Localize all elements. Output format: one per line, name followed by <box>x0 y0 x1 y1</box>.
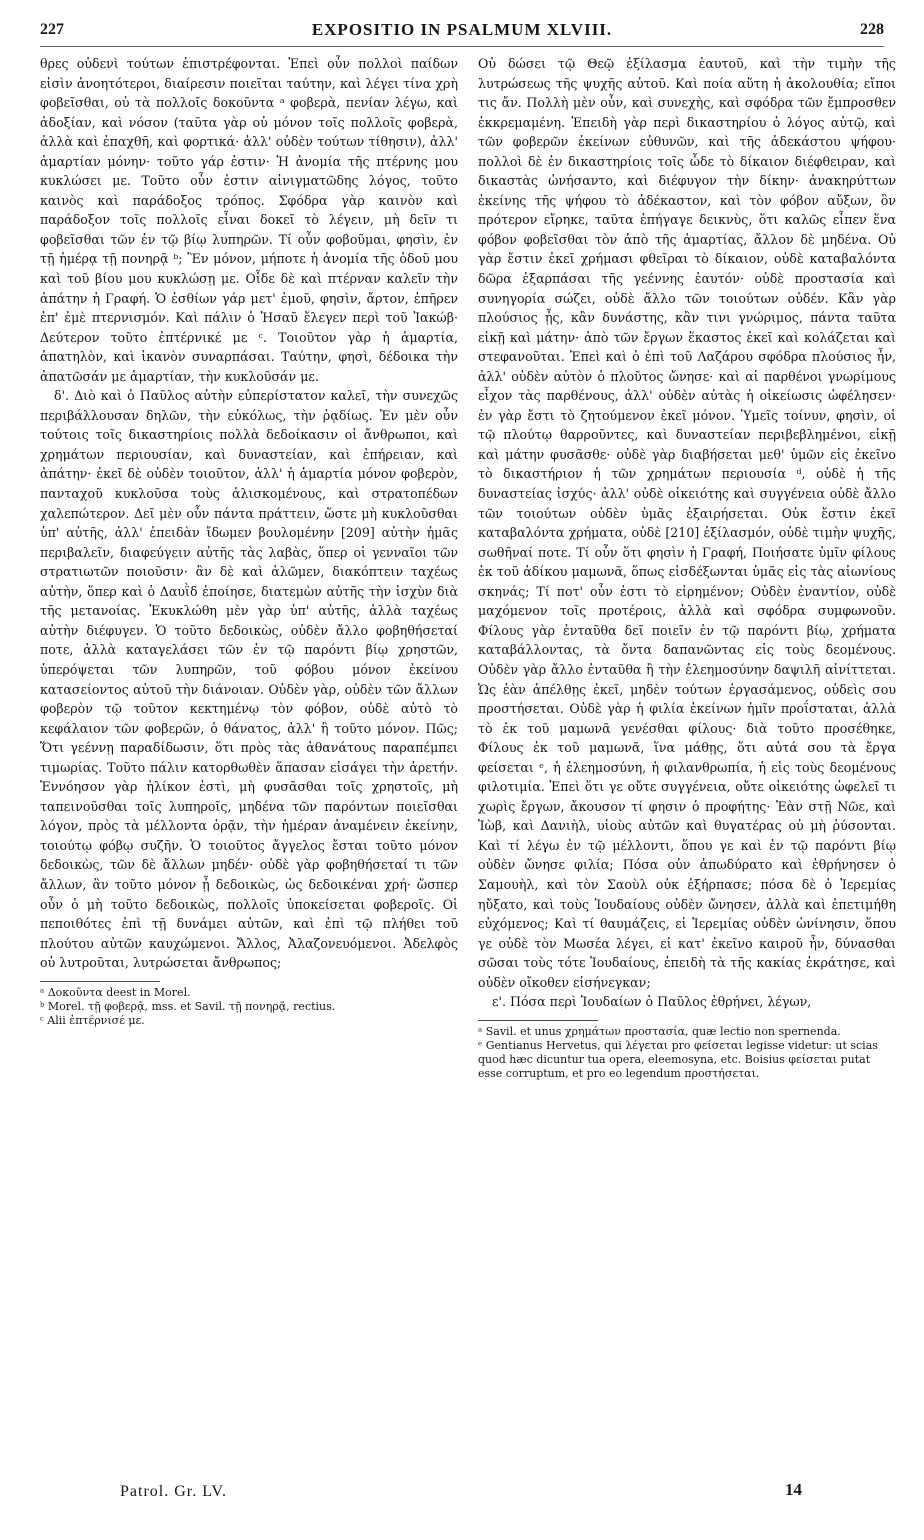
right-column <box>478 54 896 1081</box>
signature-mark: 14 <box>785 1480 802 1499</box>
right-footnotes <box>478 1025 896 1081</box>
left-paragraph-2: δ'. Διὸ καὶ ὁ Παῦλος αὐτὴν εὐπερίστατον καλεῖ, τὴν συνεχῶς περιβάλλουσαν δηλῶν, τὴν εὐκόλως, τὴν ῥᾳδίως. Ἐν μὲν οὖν τούτοις τοῖς δικαστηρίοις πολλὰ δεδοίκασιν οἱ ἄνθρωποι, καὶ χρημάτων περιουσίαν, καὶ δυναστείαν, καὶ ἐπήρειαν, καὶ ἀπάτην· ἐκεῖ δὲ οὐδὲν τοιοῦτον, ἀλλ' ἡ ἁμαρτία μόνον φοβερὸν, πανταχοῦ κυκλοῦσα τοὺς ἁλισκομένους, καὶ στρατοπέδων χαλεπώτερον. Δεῖ μὲν οὖν πάντα πράττειν, ὥστε μὴ κυκλοῦσθαι ὑπ' αὐτῆς, ἀλλ' ἐπειδὰν ἴδωμεν βουλομένην [209] αὐτὴν ἡμᾶς περιβαλεῖν, διαφεύγειν αὐτῆς τὰς λαβὰς, ὅπερ οἱ γενναῖοι τῶν στρατιωτῶν ποιοῦσιν· ἂν δὲ καὶ ἁλῶμεν, διακόπτειν ταχέως αὐτὴν, ὅπερ καὶ ὁ Δαυῒδ ἐποίησε, διατεμὼν αὐτῆς τὴν ἰσχὺν διὰ τῆς μετανοίας. Ἐκυκλώθη μὲν γὰρ ὑπ' αὐτῆς, ἀλλὰ ταχέως αὐτὴν διέφυγεν. Ὁ τοῦτο δεδοικὼς, οὐδὲν ἄλλο φοβηθήσεταί ποτε, ἀλλὰ καταγελάσει τῶν ἐν τῷ παρόντι βίῳ χρηστῶν, ὑπερόψεται τῶν λυπηρῶν, τοῦ φόβου μόνον ἐκείνου κατασείοντος αὐτοῦ τὴν διάνοιαν. Οὐδὲν γὰρ, οὐδὲν τῶν ἄλλων φοβερὸν τῷ τοῦτον κεκτημένῳ τὸν φόβον, οὐδὲ αὐτὸ τὸ κεφάλαιον τῶν φοβερῶν, ὁ θάνατος, ἀλλ' ἢ τοῦτο μόνον. Πῶς; Ὅτι γεέννῃ παραδίδωσιν, ὅτι πρὸς τὰς ἀθανάτους παραπέμπει τιμωρίας. Τοῦτο πάλιν κατορθωθὲν ἅπασαν εἰσάγει τὴν ἀρετήν. Ἐννόησον γὰρ ἡλίκον ἐστὶ, μὴ φυσᾶσθαι τοῖς χρηστοῖς, μὴ ταπεινοῦσθαι τοῖς λυπηροῖς, μηδένα τῶν παρόντων ποιεῖσθαι λόγον, πρὸς τὰ μέλλοντα ὁρᾷν, τὴν ἡμέραν ἀναμένειν ἐκείνην, τοιούτῳ φόβῳ συζῆν. Ὁ τοιοῦτος ἄγγελος ἔσται τοῦτο μόνον δεδοικὼς, τῶν δὲ ἄλλων μηδέν· οὐδὲ γὰρ φοβηθήσεταί τι τῶν ἄλλων, ἂν τοῦτο μόνον ᾖ δεδοικὼς, ὡς δεδοικέναι χρή· ὥσπερ οὖν ὁ μὴ τοῦτο δεδοικὼς, πολλοῖς ὑποκείσεται φοβεροῖς. Οἱ πεποιθότες ἐπὶ τῇ δυνάμει αὐτῶν, καὶ ἐπὶ τῷ πλήθει τοῦ πλούτου αὐτῶν καυχώμενοι. Ἄλλος, Ἀλαζονευόμενοι. Ἀδελφὸς οὐ λυτροῦται, λυτρώσεται ἄνθρωπος; <box>40 388 458 971</box>
footnote-c-left: ᶜ Alii ἐπτέρνισέ με. <box>40 1013 145 1027</box>
footnote-a-left: ᵃ Δοκοῦντα deest in Morel. <box>40 985 191 999</box>
footnote-b-left: ᵇ Morel. τῇ φοβερᾷ, mss. et Savil. τῇ πονηρᾷ, rectius. <box>40 999 336 1013</box>
page-number-left: 227 <box>40 21 64 38</box>
left-footnotes <box>40 986 458 1028</box>
running-header <box>40 14 884 47</box>
left-paragraph-1: θρες οὐδενὶ τούτων ἐπιστρέφονται. Ἐπεὶ οὖν πολλοὶ παίδων εἰσὶν ἀνοητότεροι, διαίρεσιν ποιεῖται ταύτην, καὶ λέγει τίνα χρὴ φοβεῖσθαι, οὐ τὰ πολλοῖς δοκοῦντα ᵃ φοβερὰ, πενίαν λέγω, καὶ ἀδοξίαν, καὶ νόσον (ταῦτα γὰρ οὐ μόνον τοῖς πολλοῖς φοβερὰ, ἀλλὰ καὶ ἐπαχθῆ, καὶ φορτικά· ἀλλ' οὐδὲν τούτων τίθησιν), ἀλλ' ἁμαρτίαν μόνην· τοῦτο γάρ ἐστιν· Ἡ ἀνομία τῆς πτέρνης μου κυκλώσει με. Τοῦτο οὖν ἐστιν αἰνιγματῶδης λόγος, τοῦτο καινὸς καὶ παράδοξος τρόπος. Σφόδρα γὰρ καινὸν καὶ παράδοξον τοῖς πολλοῖς εἶναι δοκεῖ τὸ λέγειν, μὴ δεῖν τι φοβεῖσθαι τῶν ἐν τῷ βίῳ λυπηρῶν. Τί οὖν φοβοῦμαι, φησὶν, ἐν τῇ ἡμέρᾳ τῇ πονηρᾷ ᵇ; Ἓν μόνον, μήποτε ἡ ἀνομία τῆς ὁδοῦ μου καὶ τοῦ βίου μου κυκλώσῃ με. Οἶδε δὲ καὶ πτέρναν καλεῖν τὴν ἀπάτην ἡ Γραφή. Ὁ ἐσθίων γάρ μετ' ἐμοῦ, φησὶν, ἄρτον, ἐπῆρεν ἐπ' ἐμὲ πτερνισμόν. Καὶ πάλιν ὁ Ἠσαῦ ἔλεγεν περὶ τοῦ Ἰακώβ· Δεύτερον τοῦτο ἐπτέρνικέ με ᶜ. Τοιοῦτον γὰρ ἡ ἁμαρτία, ἀπατηλὸν, καὶ ἱκανὸν συναρπάσαι. Ταύτην, φησὶ, δέδοικα τὴν ἀπατῶσάν με ἁμαρτίαν, τὴν κυκλοῦσάν με. <box>40 56 458 384</box>
footnote-e-right: ᵉ Gentianus Hervetus, qui λέγεται pro φείσεται legisse videtur: ut scias quod hæc dicuntur tua opera, eleemosyna, etc. Boisius φείσεται putat esse corruptum, et pro eo legendum προστήσεται. <box>478 1038 878 1080</box>
right-paragraph-2: ε'. Πόσα περὶ Ἰουδαίων ὁ Παῦλος ἐθρήνει, λέγων, <box>492 994 812 1010</box>
running-title: EXPOSITIO IN PSALMUM XLVIII. <box>311 20 613 39</box>
right-paragraph-1: Οὐ δώσει τῷ Θεῷ ἐξίλασμα ἑαυτοῦ, καὶ τὴν τιμὴν τῆς λυτρώσεως τῆς ψυχῆς αὐτοῦ. Καὶ ποία αὕτη ἡ ἀκολουθία; εἴποι τις ἄν. Πολλὴ μὲν οὖν, καὶ συνεχὴς, καὶ σφόδρα τῶν ἔμπροσθεν ἐκκρεμαμένη. Ἐπειδὴ γὰρ περὶ δικαστηρίου ὁ λόγος αὐτῷ, καὶ τῶν φοβερῶν ἐκείνων εὐθυνῶν, καὶ τῆς ἀδεκάστου ψήφου· πολλοὶ δὲ ἐν δικαστηρίοις τοῖς ὧδε τὸ δίκαιον διέφθειραν, καὶ δικαστὰς ὠνήσαντο, καὶ διέφυγον τὴν δίκην· ἀνακηρύττων ἐκείνης τῆς ψήφου τὸ ἀδέκαστον, καὶ τὸν φόβον αὔξων, ὃν πρότερον εἴρηκε, ταῦτα ἐπήγαγε δεικνὺς, ὅτι καλῶς εἶπεν ἕνα φόβον φοβεῖσθαι τὸν ἀπὸ τῆς ἁμαρτίας, ἄλλον δὲ μηδένα. Οὐ γὰρ ἔστιν ἐκεῖ χρήμασι φθεῖραι τὸ δίκαιον, οὐδὲ καταβαλόντα δῶρα ἐξαρπάσαι τῆς γεέννης ἑαυτόν· οὐδὲ προστασία καὶ συνηγορία σώζει, οὐδὲ ἄλλο τῶν τοιούτων οὐδέν. Κἂν γὰρ πλούσιος ᾖς, κἂν δυνάστης, κἂν τινι γνώριμος, πάντα ταῦτα εἰκῇ καὶ μάτην· ἀπὸ τῶν ἔργων ἕκαστος ἐκεῖ καὶ κολάζεται καὶ στεφανοῦται. Ἐπεὶ καὶ ὁ ἐπὶ τοῦ Λαζάρου σφόδρα πλούσιος ἦν, ἀλλ' οὐδὲν αὐτὸν ὁ πλοῦτος ὤνησε· καὶ αἱ παρθένοι γνωρίμους εἶχον τὰς παρθένους, ἀλλ' οὐδὲν αὐτὰς ἡ οἰκείωσις ὠφέλησεν· ἐν γὰρ ἔστι τὸ ζητούμενον ἐκεῖ μόνον. Ὑμεῖς τοίνυν, φησὶν, οἱ τῷ πλούτῳ θαρροῦντες, καὶ δυναστείαν περιβεβλημένοι, εἰκῇ καὶ μάτην φυσᾶσθε· οὐδὲ γὰρ διαβήσεται μεθ' ὑμῶν εἰς ἐκεῖνο τὸ δικαστήριον ἡ τῶν χρημάτων περιουσία ᵈ, οὐδὲ ἡ τῆς δυναστείας ἰσχύς· ἀλλ' οὐδὲ οἰκειότης καὶ συγγένεια οὐδὲ ἄλλο τῶν τοιούτων οὐδὲν ὑμᾶς ἐξαιρήσεται. Οὐκ ἔστιν ἐκεῖ καταβαλόντα χρήματα, οὐδὲ [210] ἐξίλασμόν, οὐδὲ τιμὴν ψυχῆς, σωθῆναί ποτε. Τί οὖν ὅτι φησὶν ἡ Γραφή, Ποιήσατε ὑμῖν φίλους ἐκ τοῦ ἀδίκου μαμωνᾶ, ὅπως εἰσδέξωνται ὑμᾶς εἰς τὰς αἰωνίους σκηνάς; Τί ποτ' οὖν ἐστι τὸ εἰρημένον; Οὐδὲν ἐναντίον, οὐδὲ μαχόμενον τοῖς προτέροις, ἀλλὰ καὶ σφόδρα συμφωνοῦν. Φίλους γὰρ ἐνταῦθα δεῖ ποιεῖν ἐν τῷ παρόντι βίῳ, χρήματα καταβάλλοντας, τὰ ὄντα δαπανῶντας εἰς τοὺς δεομένους. Οὐδὲν γὰρ ἄλλο ἐνταῦθα ἢ τὴν ἐλεημοσύνην δαψιλῆ αἰνίττεται. Ὡς ἐὰν ἀπέλθῃς ἐκεῖ, μηδὲν τούτων ἐργασάμενος, οὐδεὶς σου προστήσεται. Οὐδὲ γὰρ ἡ φιλία ἐκείνων ἡμῖν προΐσταται, ἀλλὰ τὸ ἐκ τοῦ μαμωνᾶ γενέσθαι φίλους· διὰ τοῦτο προσέθηκε, Φίλους ἐκ τοῦ μαμωνᾶ, ἵνα μάθῃς, ὅτι αὐτά σου τὰ ἔργα φείσεται ᵉ, ἡ ἐλεημοσύνη, ἡ φιλανθρωπία, ἡ εἰς τοὺς δεομένους φιλοτιμία. Ἐπεὶ ὅτι γε οὔτε συγγένεια, οὔτε οἰκειότης ὠφελεῖ τι χωρὶς ἔργων, ἄκουσον τί φησιν ὁ προφήτης· Ἐὰν στῇ Νῶε, καὶ Ἰὼβ, καὶ Δανιὴλ, υἱοὺς αὐτῶν καὶ θυγατέρας οὐ μὴ ῥύσονται. Καὶ τί λέγω ἐν τῷ μέλλοντι, ὅπου γε καὶ ἐν τῷ παρόντι βίῳ οὐδὲν ὤνησε φιλία; Πόσα οὐν ἀπωδύρατο καὶ ἐθρήνησεν ὁ Σαμουὴλ, καὶ τὸν Σαοὺλ οὐκ ἐξήρπασε; πόσα δὲ ὁ Ἱερεμίας ηὔξατο, καὶ τοὺς Ἰουδαίους οὐδὲν ὤνησεν, ἀλλὰ καὶ ἐπετιμήθη εὐχόμενος; Καὶ τί θαυμάζεις, εἰ Ἱερεμίας οὐδὲν ὠνίνησιν, ὅπου γε οὐδὲ τὸν Μωσέα λέγει, εἰ κατ' ἐκεῖνο καιροῦ ἦν, δύνασθαι σῶσαι τοὺς τότε Ἰουδαίους, ἐπειδὴ τὰ τῆς κακίας ἐκράτησε, καὶ οὐδὲν οἴκοθεν εἰσήνεγκαν; <box>478 56 896 990</box>
footnote-d-right: ᵃ Savil. et unus χρημάτων προστασία, quæ lectio non spernenda. <box>478 1024 841 1038</box>
page-number-right: 228 <box>860 21 884 38</box>
footnote-rule-left <box>40 981 160 982</box>
patrologia-footer: Patrol. Gr. LV. <box>120 1483 228 1500</box>
footnote-rule-right <box>478 1020 598 1021</box>
left-column <box>40 54 458 1028</box>
